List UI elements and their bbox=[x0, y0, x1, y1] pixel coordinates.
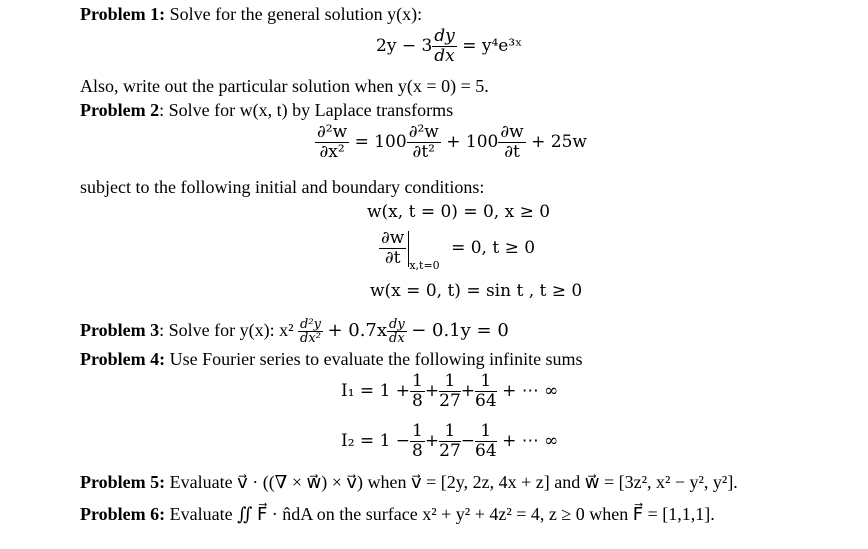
problem-2-pde bbox=[315, 123, 587, 162]
problem-5-text: Evaluate v⃗ · ((∇ × w⃗) × v⃗) when v⃗ = [2y, 2z, 4x + z] and w⃗ = [3z², x² − y², y²]. bbox=[169, 472, 738, 492]
dw-dt-fraction: $\frac{\partial w}{\partial t}$ bbox=[381, 228, 405, 268]
eq-left: 2y − 3 bbox=[376, 36, 433, 56]
condition-2-right: = 0, t ≥ 0 bbox=[451, 238, 536, 258]
problem-5-line bbox=[80, 471, 738, 493]
i1-left: I₁ = 1 + bbox=[341, 381, 411, 401]
problem-4-label: Problem 4: bbox=[80, 349, 166, 369]
problem-3-mid: + 0.7x bbox=[327, 320, 388, 341]
problem-3-label: Problem 3 bbox=[80, 320, 160, 340]
fraction-1-8: $\frac{1}{8}$ bbox=[412, 421, 423, 461]
problem-6-label: Problem 6: bbox=[80, 504, 166, 524]
problem-6-line bbox=[80, 503, 715, 525]
problem-6-text: Evaluate ∬ F⃗ · n̂dA on the surface x² + y² + 4z² = 4, z ≥ 0 when F⃗ = [1,1,1]. bbox=[169, 504, 715, 524]
condition-2 bbox=[379, 228, 536, 273]
problem-5-label: Problem 5: bbox=[80, 472, 166, 492]
pde-mid-1: = 100 bbox=[354, 132, 407, 152]
condition-1: w(x, t = 0) = 0, x ≥ 0 bbox=[367, 202, 551, 222]
sum-i2: I₂ = 1 − $\frac{1}{8}$ + $\frac{1}{27}$ − $\frac{1}{64}$ + ⋯ ∞ bbox=[341, 421, 559, 461]
d2y-dx2-fraction: $\frac{\text{d²y}}{\text{dx²}}$ bbox=[300, 317, 321, 347]
problem-1-note: Also, write out the particular solution when y(x = 0) = 5. bbox=[80, 76, 489, 96]
condition-3: w(x = 0, t) = sin t , t ≥ 0 bbox=[370, 281, 583, 301]
dy-dx-fraction: $\frac{dy}{dx}$ bbox=[434, 26, 455, 66]
fraction-1-27: $\frac{1}{27}$ bbox=[439, 421, 461, 461]
problem-1-heading bbox=[80, 3, 422, 25]
fraction-1-64: $\frac{1}{64}$ bbox=[475, 371, 497, 411]
fraction-1-64: $\frac{1}{64}$ bbox=[475, 421, 497, 461]
eq-right: = y⁴e³ˣ bbox=[462, 36, 523, 56]
problem-4-text: Use Fourier series to evaluate the following infinite sums bbox=[169, 349, 583, 369]
problem-3-line bbox=[80, 315, 509, 346]
fraction-1-8: $\frac{1}{8}$ bbox=[412, 371, 423, 411]
problem-1-equation bbox=[376, 27, 522, 66]
i2-tail: + ⋯ ∞ bbox=[502, 431, 559, 451]
pde-mid-2: + 100 bbox=[446, 132, 499, 152]
conditions-text: subject to the following initial and boundary conditions: bbox=[80, 177, 485, 197]
problem-1-text: Solve for the general solution y(x): bbox=[169, 4, 423, 24]
problem-3-text: : Solve for y(x): x² bbox=[159, 320, 294, 340]
pde-term-2: $\frac{\text{∂²w}}{\text{∂t²}}$ bbox=[408, 122, 439, 162]
problem-4-heading bbox=[80, 348, 583, 370]
problem-2-heading bbox=[80, 99, 453, 121]
i1-tail: + ⋯ ∞ bbox=[502, 381, 559, 401]
fraction-1-27: $\frac{1}{27}$ bbox=[439, 371, 461, 411]
pde-term-1: $\frac{\text{∂²w}}{\text{∂x²}}$ bbox=[317, 122, 348, 162]
dy-dx-small-fraction: $\frac{dy}{dx}$ bbox=[389, 317, 405, 347]
pde-term-3: $\frac{\partial w}{\partial t}$ bbox=[500, 122, 524, 162]
evaluation-subscript: x,t=0 bbox=[409, 259, 440, 273]
i2-left: I₂ = 1 − bbox=[341, 431, 411, 451]
sum-i1: I₁ = 1 + $\frac{1}{8}$ + $\frac{1}{27}$ + $\frac{1}{64}$ + ⋯ ∞ bbox=[341, 371, 559, 411]
problem-3-tail: − 0.1y = 0 bbox=[411, 320, 509, 341]
pde-tail: + 25w bbox=[531, 132, 587, 152]
problem-2-label: Problem 2 bbox=[80, 100, 160, 120]
problem-1-label: Problem 1: bbox=[80, 4, 166, 24]
problem-2-text: : Solve for w(x, t) by Laplace transforms bbox=[159, 100, 454, 120]
